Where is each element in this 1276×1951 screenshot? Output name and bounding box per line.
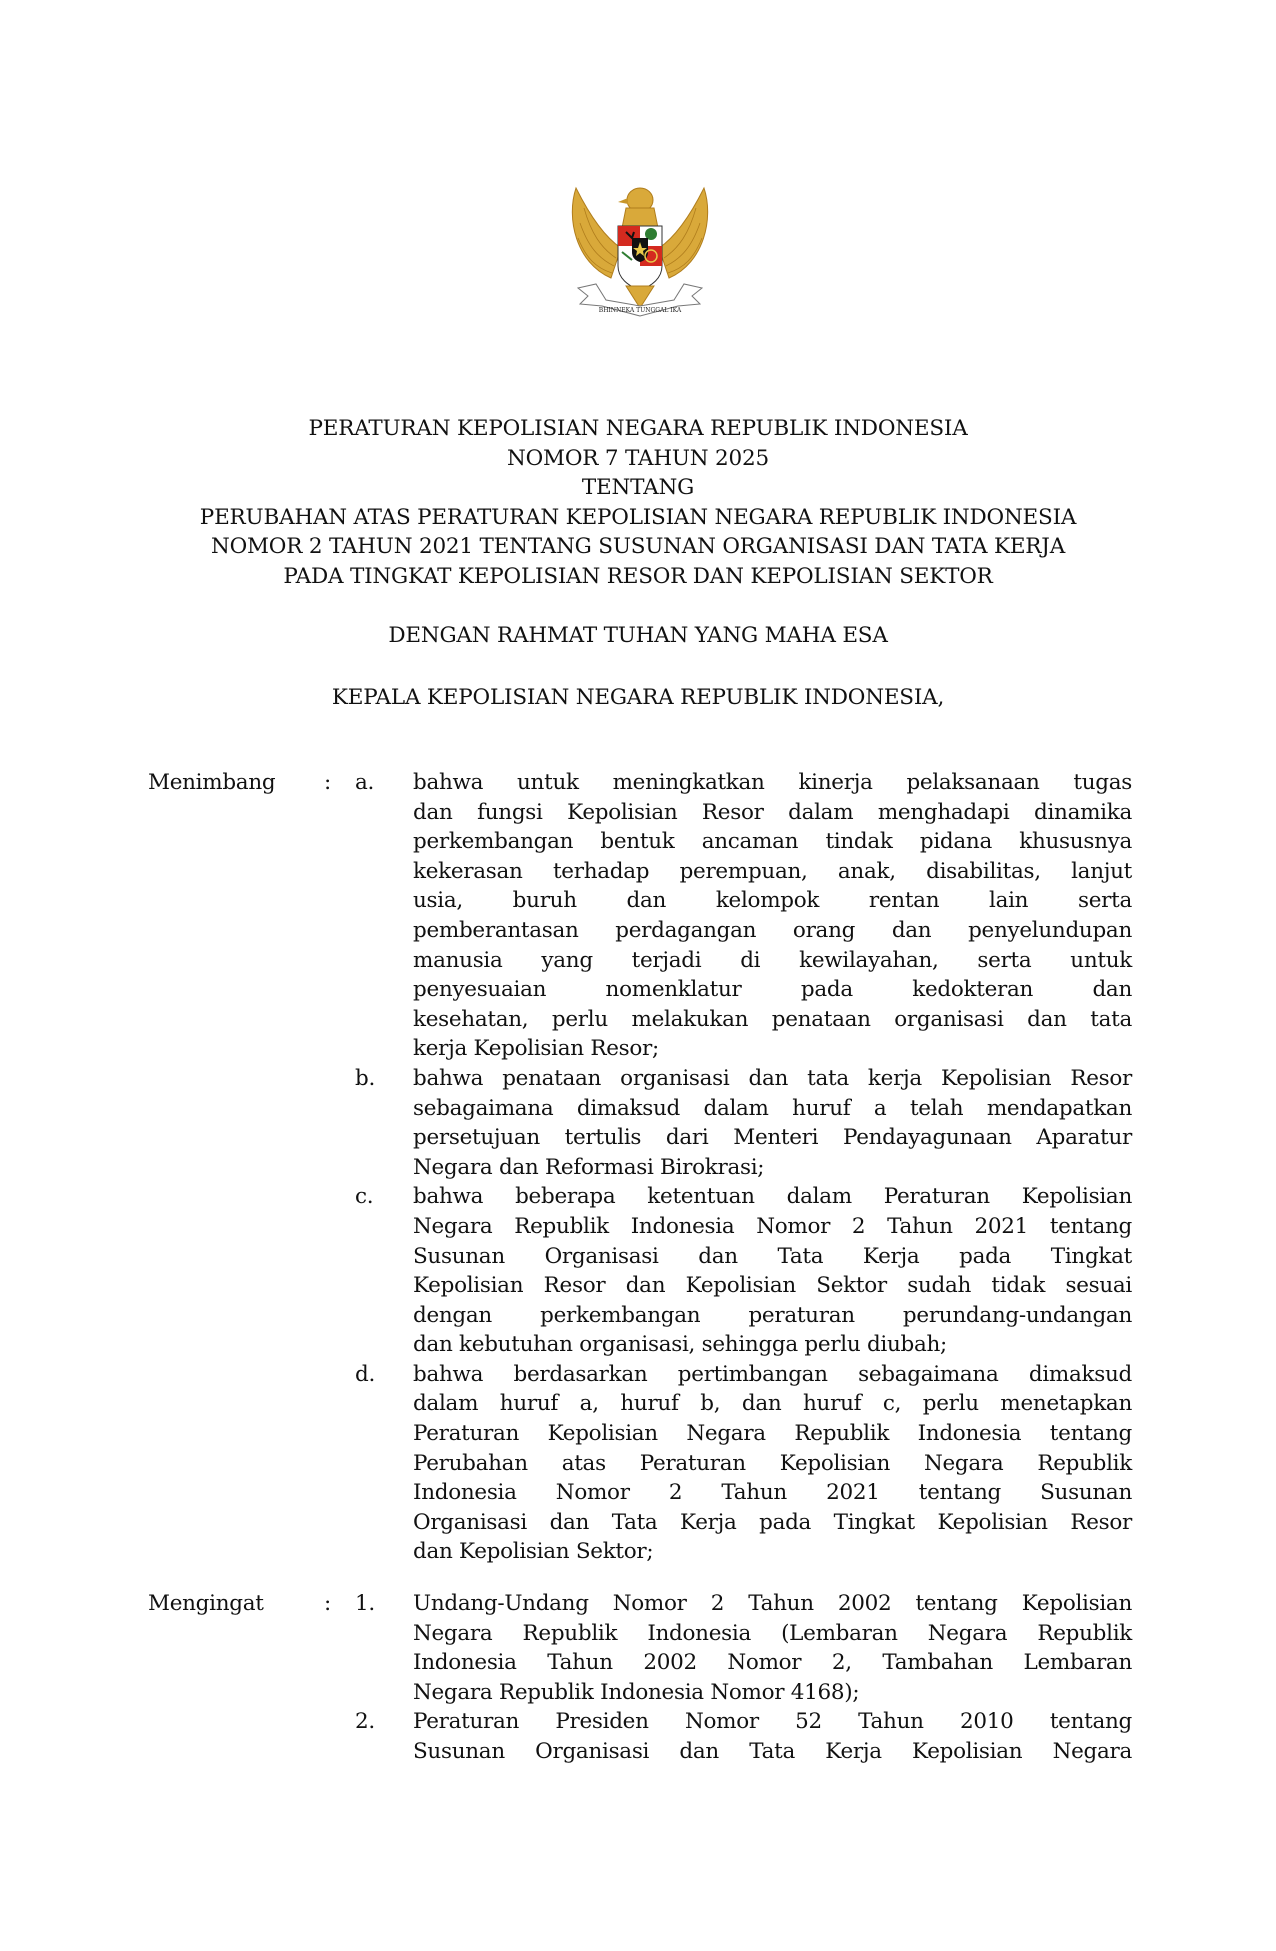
item-marker: 2. [355,1709,375,1735]
mengingat-items [148,1589,1132,1767]
text-line: Negara Republik Indonesia Nomor 2 Tahun 2021 tentang [413,1213,1132,1239]
item-text [413,1589,1132,1707]
text-line: dan fungsi Kepolisian Resor dalam menghadapi dinamika [413,799,1132,825]
list-item [148,1064,1132,1182]
menimbang-label: Menimbang [148,770,276,795]
text-line: Negara dan Reformasi Birokrasi; [413,1154,765,1180]
text-line: kekerasan terhadap perempuan, anak, disabilitas, lanjut [413,858,1132,884]
text-line: bahwa berdasarkan pertimbangan sebagaimana dimaksud [413,1361,1132,1387]
text-line: Susunan Organisasi dan Tata Kerja Kepolisian Negara [413,1738,1132,1764]
text-line: Undang-Undang Nomor 2 Tahun 2002 tentang Kepolisian [413,1591,1132,1616]
text-line: bahwa penataan organisasi dan tata kerja Kepolisian Resor [413,1065,1132,1091]
mengingat-label: Mengingat [148,1591,264,1616]
item-marker: b. [355,1065,375,1091]
text-line: dengan perkembangan peraturan perundang-undangan [413,1302,1132,1328]
item-marker: a. [355,770,375,795]
invocation: DENGAN RAHMAT TUHAN YANG MAHA ESA [388,623,888,648]
issuer: KEPALA KEPOLISIAN NEGARA REPUBLIK INDONESIA, [331,685,945,710]
menimbang-colon: : [324,770,331,795]
text-line: Kepolisian Resor dan Kepolisian Sektor sudah tidak sesuai [413,1273,1132,1299]
item-text [413,1360,1132,1567]
title-line: PADA TINGKAT KEPOLISIAN RESOR DAN KEPOLISIAN SEKTOR [283,563,993,589]
list-item [148,1360,1132,1567]
text-line: Negara Republik Indonesia Nomor 4168); [413,1679,860,1705]
text-line: sebagaimana dimaksud dalam huruf a telah mendapatkan [413,1095,1132,1121]
emblem-motto: BHINNEKA TUNGGAL IKA [598,307,682,314]
text-line: persetujuan tertulis dari Menteri Pendayagunaan Aparatur [413,1125,1132,1151]
regulation-title [0,414,1276,591]
item-marker: 1. [355,1591,375,1616]
text-line: Peraturan Kepolisian Negara Republik Indonesia tentang [413,1421,1132,1447]
list-item [148,1707,1132,1766]
item-text [413,768,1132,1064]
text-line: penyesuaian nomenklatur pada kedokteran dan [413,977,1132,1003]
text-line: Negara Republik Indonesia (Lembaran Negara Republik [413,1620,1132,1646]
text-line: dan Kepolisian Sektor; [413,1539,654,1565]
title-line: PERATURAN KEPOLISIAN NEGARA REPUBLIK INDONESIA [308,416,968,441]
item-marker: d. [355,1361,375,1387]
item-marker: c. [355,1184,374,1210]
text-line: dalam huruf a, huruf b, dan huruf c, perlu menetapkan [413,1391,1132,1417]
text-line: Indonesia Tahun 2002 Nomor 2, Tambahan Lembaran [413,1650,1132,1676]
garuda-pancasila-emblem-icon [566,178,714,326]
text-line: Susunan Organisasi dan Tata Kerja pada Tingkat [413,1243,1132,1269]
mengingat-section [148,1589,1132,1767]
mengingat-colon: : [324,1591,331,1616]
text-line: dan kebutuhan organisasi, sehingga perlu diubah; [413,1332,947,1358]
title-line: NOMOR 2 TAHUN 2021 TENTANG SUSUNAN ORGANISASI DAN TATA KERJA [210,534,1066,559]
list-item [148,1589,1132,1707]
title-line: NOMOR 7 TAHUN 2025 [507,445,769,471]
text-line: pemberantasan perdagangan orang dan penyelundupan [413,917,1132,943]
menimbang-items [148,768,1132,1567]
text-line: manusia yang terjadi di kewilayahan, serta untuk [413,947,1132,973]
list-item [148,768,1132,1064]
text-line: usia, buruh dan kelompok rentan lain serta [413,888,1132,914]
text-line: Peraturan Presiden Nomor 52 Tahun 2010 tentang [413,1709,1132,1735]
text-line: kesehatan, perlu melakukan penataan organisasi dan tata [413,1006,1132,1032]
title-line: TENTANG [581,475,695,500]
text-line: perkembangan bentuk ancaman tindak pidana khususnya [413,829,1132,855]
title-line: PERUBAHAN ATAS PERATURAN KEPOLISIAN NEGARA REPUBLIK INDONESIA [199,504,1077,530]
text-line: bahwa beberapa ketentuan dalam Peraturan Kepolisian [413,1184,1132,1210]
text-line: Organisasi dan Tata Kerja pada Tingkat Kepolisian Resor [413,1509,1132,1535]
text-line: kerja Kepolisian Resor; [413,1036,659,1062]
list-item [148,1182,1132,1360]
item-text [413,1064,1132,1182]
item-text [413,1707,1132,1766]
text-line: Indonesia Nomor 2 Tahun 2021 tentang Susunan [413,1480,1132,1506]
item-text [413,1182,1132,1360]
menimbang-section [148,768,1132,1567]
text-line: Perubahan atas Peraturan Kepolisian Negara Republik [413,1450,1132,1476]
text-line: bahwa untuk meningkatkan kinerja pelaksanaan tugas [413,770,1132,795]
